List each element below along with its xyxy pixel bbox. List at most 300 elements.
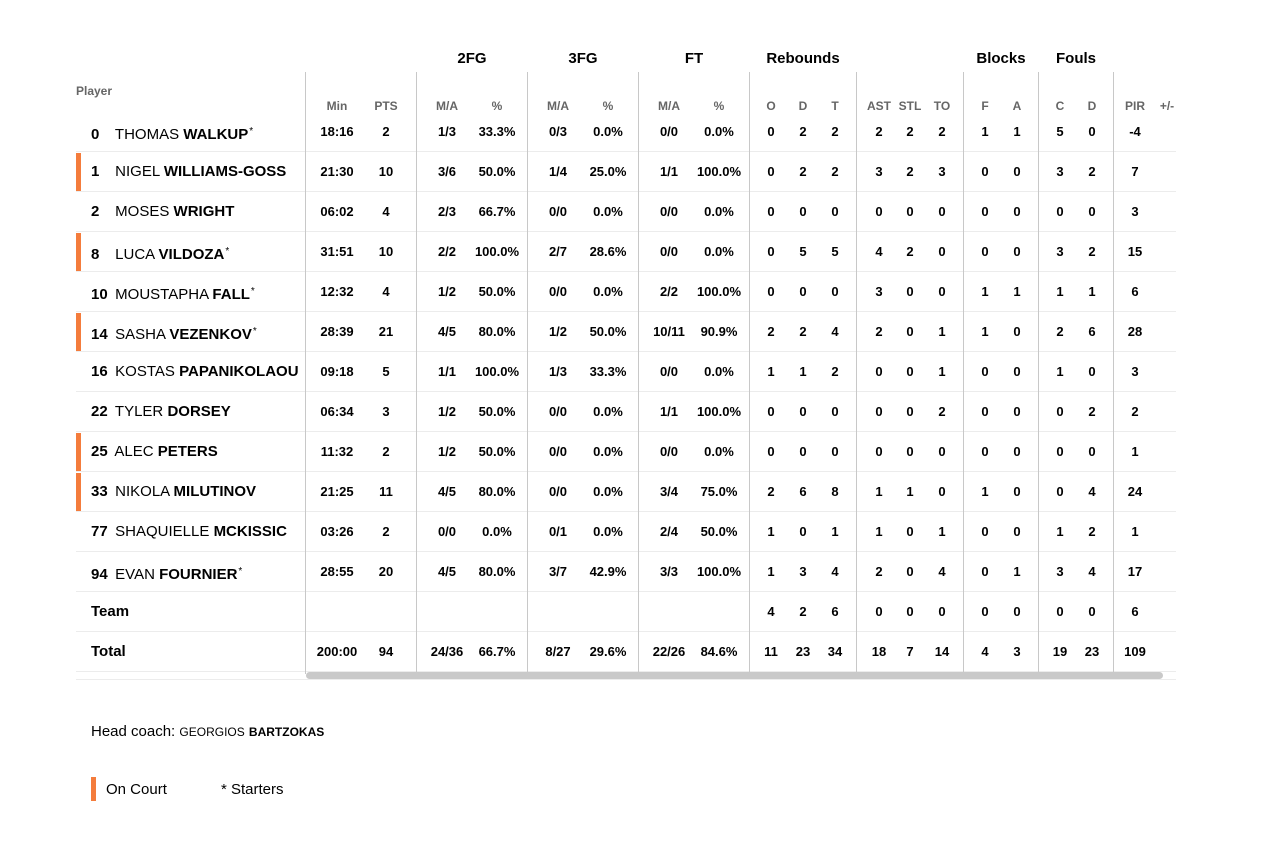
stat-cell: 0 (906, 324, 914, 339)
stat-cell: 0 (906, 444, 914, 459)
stat-cell: 94 (378, 644, 394, 659)
stat-cell: 2 (382, 124, 390, 139)
player-last-name: WALKUP (183, 126, 249, 143)
column-header: M/A (436, 99, 458, 113)
stat-cell: 0 (875, 444, 883, 459)
table-row (76, 352, 1176, 392)
stat-cell: 50.0% (478, 164, 516, 179)
player-last-name: FALL (212, 286, 250, 303)
stat-cell: 5 (799, 244, 807, 259)
stat-cell: 0 (1056, 484, 1064, 499)
stat-cell: 1 (1056, 284, 1064, 299)
stat-cell: 28:55 (320, 564, 354, 579)
stat-cell: 06:02 (320, 204, 354, 219)
stat-cell: 0 (1013, 444, 1021, 459)
stat-cell: 2 (1131, 404, 1139, 419)
stat-cell: 34 (827, 644, 843, 659)
stat-cell: 4 (938, 564, 946, 579)
stat-cell: 0 (938, 204, 946, 219)
stat-cell: 2 (938, 124, 946, 139)
stat-cell: 0 (831, 284, 839, 299)
group-ft: FT (684, 50, 704, 67)
stat-cell: 22/26 (652, 644, 686, 659)
stat-cell: 1/4 (548, 164, 568, 179)
stat-cell: 0 (981, 564, 989, 579)
stat-cell: 0 (906, 524, 914, 539)
player-last-name: FOURNIER (159, 566, 238, 583)
player-number: 0 (91, 126, 100, 143)
starters-legend-label: * Starters (221, 781, 284, 798)
player-last-name: VILDOZA (158, 246, 225, 263)
stat-cell: 100.0% (696, 564, 742, 579)
stat-cell: 24/36 (430, 644, 464, 659)
column-header: A (1012, 99, 1022, 113)
player-number: 10 (91, 286, 108, 303)
player-last-name: MCKISSIC (213, 523, 287, 540)
column-divider (305, 72, 306, 674)
stat-cell: 18:16 (320, 124, 354, 139)
stat-cell: 0 (906, 364, 914, 379)
player-name[interactable] (91, 472, 256, 512)
stat-cell: 11 (764, 644, 778, 659)
stat-cell: 80.0% (478, 324, 516, 339)
stat-cell: 4 (831, 324, 839, 339)
stat-cell: 2/4 (659, 524, 679, 539)
stat-cell: 66.7% (478, 204, 516, 219)
oncourt-indicator (76, 233, 81, 271)
stat-cell: 0.0% (704, 444, 734, 459)
stat-cell: 1 (981, 484, 989, 499)
starter-mark: * (249, 126, 254, 137)
player-name[interactable] (91, 152, 286, 192)
player-column-header: Player (76, 84, 113, 98)
column-divider (1113, 72, 1114, 674)
stat-cell: 0/0 (659, 364, 679, 379)
stat-cell: 1 (767, 364, 775, 379)
stat-cell: 0 (1013, 164, 1021, 179)
player-first-name: SHAQUIELLE (115, 523, 210, 540)
stat-cell: 4 (1088, 564, 1096, 579)
stat-cell: 0 (1013, 244, 1021, 259)
table-bottom-border (76, 679, 1176, 680)
stat-cell: 1 (875, 524, 883, 539)
player-last-name: WRIGHT (173, 203, 235, 220)
stat-cell: 2 (831, 364, 839, 379)
stat-cell: 0 (981, 244, 989, 259)
stat-cell (467, 592, 527, 632)
oncourt-legend-label: On Court (106, 781, 167, 798)
stat-cell: 0 (1088, 204, 1096, 219)
stat-cell: 0 (831, 444, 839, 459)
stat-cell: 09:18 (320, 364, 354, 379)
stat-cell: 8/27 (545, 644, 571, 659)
stat-cell: 3 (875, 284, 883, 299)
player-name[interactable] (91, 392, 231, 432)
stat-cell: 0 (799, 444, 807, 459)
stat-cell: 3/4 (659, 484, 679, 499)
stat-cell: 1/2 (437, 404, 457, 419)
stat-cell: 3 (1013, 644, 1021, 659)
stat-cell: 0 (938, 484, 946, 499)
stat-cell: 14 (934, 644, 950, 659)
stat-cell: 20 (378, 564, 394, 579)
column-divider (527, 72, 528, 674)
stat-cell: 0 (767, 244, 775, 259)
player-name[interactable] (91, 512, 287, 552)
group-3fg: 3FG (568, 50, 598, 67)
player-last-name: MILUTINOV (173, 483, 257, 500)
stat-cell: 0.0% (593, 124, 623, 139)
stat-cell: 0 (938, 284, 946, 299)
stat-cell: 0 (1013, 524, 1021, 539)
group-2fg: 2FG (457, 50, 487, 67)
stat-cell: 109 (1124, 644, 1146, 659)
player-number: 14 (91, 326, 108, 343)
stat-cell: 0/3 (548, 124, 568, 139)
player-first-name: THOMAS (114, 126, 180, 143)
stat-cell: 1 (767, 564, 775, 579)
stat-cell: 0.0% (593, 204, 623, 219)
total-row (76, 632, 1176, 672)
table-row (76, 192, 1176, 232)
stat-cell: 0 (875, 604, 883, 619)
player-last-name: PETERS (157, 443, 218, 460)
stat-cell: 0 (981, 604, 989, 619)
oncourt-indicator (76, 153, 81, 191)
player-first-name: NIGEL (115, 163, 160, 180)
stat-cell (689, 592, 749, 632)
stat-cell: 1 (831, 524, 839, 539)
stat-cell: 2 (1088, 404, 1096, 419)
stat-cell: 1 (799, 364, 807, 379)
stat-cell: 2 (382, 524, 390, 539)
head-coach-last-name: BARTZOKAS (248, 725, 325, 739)
column-header: +/- (1159, 99, 1175, 113)
stat-cell: 50.0% (478, 284, 516, 299)
stat-cell: 0 (799, 204, 807, 219)
column-header: PTS (374, 99, 398, 113)
stat-cell: 2 (799, 164, 807, 179)
stat-cell: 4 (1088, 484, 1096, 499)
table-row (76, 552, 1176, 592)
stat-cell (578, 592, 638, 632)
stat-cell: 4/5 (437, 324, 457, 339)
stat-cell: 0 (981, 444, 989, 459)
stat-cell: 1/3 (437, 124, 457, 139)
stat-cell: 90.9% (700, 324, 738, 339)
column-header-row (76, 74, 1176, 114)
player-number: 22 (91, 403, 108, 420)
table-row (76, 152, 1176, 192)
column-header: O (766, 99, 776, 113)
stat-cell: 0 (906, 284, 914, 299)
stat-cell: 33.3% (478, 124, 516, 139)
total-row-label: Total (91, 643, 126, 660)
stat-cell: 21:25 (320, 484, 354, 499)
stat-cell: 0 (767, 404, 775, 419)
stat-cell: 0.0% (593, 284, 623, 299)
stat-cell: 1 (981, 324, 989, 339)
stat-cell: 0/1 (548, 524, 568, 539)
stat-cell: 0/0 (548, 484, 568, 499)
stat-cell: 0.0% (704, 244, 734, 259)
column-header: C (1055, 99, 1065, 113)
stat-cell: 1 (1131, 524, 1139, 539)
stat-cell: 6 (1131, 284, 1139, 299)
stat-cell: 5 (831, 244, 839, 259)
team-row (76, 592, 1176, 632)
stat-cell: 8 (831, 484, 839, 499)
stat-cell: 1/1 (437, 364, 457, 379)
stat-cell: 0 (938, 244, 946, 259)
stat-cell: 3/3 (659, 564, 679, 579)
player-number: 77 (91, 523, 108, 540)
stat-cell: 7 (906, 644, 914, 659)
stat-cell: 0/0 (659, 204, 679, 219)
stat-cell: 23 (1084, 644, 1100, 659)
stat-cell: 1 (981, 124, 989, 139)
stat-cell: 0 (1013, 364, 1021, 379)
stat-cell: 3 (1056, 564, 1064, 579)
stat-cell: 0 (1056, 604, 1064, 619)
stat-cell: 1 (1088, 284, 1096, 299)
stat-cell: 4 (981, 644, 989, 659)
stat-cell: 1/1 (659, 404, 679, 419)
stat-cell: 0 (981, 524, 989, 539)
stat-cell: 1/3 (548, 364, 568, 379)
column-header: D (798, 99, 808, 113)
stat-cell: 200:00 (316, 644, 358, 659)
table-row (76, 232, 1176, 272)
column-header: Min (326, 99, 348, 113)
player-last-name: PAPANIKOLAOU (179, 363, 299, 380)
stat-cell (356, 592, 416, 632)
stat-cell: 2 (906, 124, 914, 139)
player-name[interactable] (91, 192, 234, 232)
stat-cell: 0/0 (548, 284, 568, 299)
stat-cell: 0 (1088, 444, 1096, 459)
stat-cell: 3 (875, 164, 883, 179)
stat-cell: 2 (767, 324, 775, 339)
player-number: 25 (91, 443, 108, 460)
stat-cell: 0 (831, 204, 839, 219)
stat-cell: 1 (875, 484, 883, 499)
table-row (76, 512, 1176, 552)
oncourt-indicator (76, 313, 81, 351)
stat-cell: 1/1 (659, 164, 679, 179)
player-first-name: MOSES (115, 203, 170, 220)
stat-cell: 0 (906, 604, 914, 619)
player-name[interactable] (91, 232, 229, 272)
stat-cell: 0 (767, 124, 775, 139)
column-divider (638, 72, 639, 674)
stat-cell: 3/6 (437, 164, 457, 179)
stat-cell: 2/2 (659, 284, 679, 299)
stat-cell: 1 (767, 524, 775, 539)
player-first-name: ALEC (114, 443, 154, 460)
table-row (76, 432, 1176, 472)
stat-cell: 19 (1052, 644, 1068, 659)
stat-cell: 1 (938, 364, 946, 379)
stat-cell: 0 (1013, 404, 1021, 419)
stat-cell: 0 (767, 164, 775, 179)
stat-cell: 0 (981, 204, 989, 219)
stat-cell: 80.0% (478, 564, 516, 579)
stat-cell: 1 (1013, 124, 1021, 139)
stat-cell: 3 (1056, 164, 1064, 179)
stat-cell: 24 (1127, 484, 1143, 499)
player-first-name: NIKOLA (115, 483, 170, 500)
stat-cell: 100.0% (474, 244, 520, 259)
stat-cell: 100.0% (474, 364, 520, 379)
starter-mark: * (238, 566, 243, 577)
column-header: % (491, 99, 503, 113)
stat-cell: 4/5 (437, 484, 457, 499)
stat-cell: 0 (1088, 124, 1096, 139)
stat-cell: 0/0 (548, 204, 568, 219)
group-header-row (76, 40, 1176, 74)
player-first-name: SASHA (115, 326, 166, 343)
stat-cell: 0/0 (548, 444, 568, 459)
stat-cell: 2 (799, 324, 807, 339)
table-row (76, 472, 1176, 512)
stat-cell: 0 (1013, 604, 1021, 619)
column-header: % (713, 99, 725, 113)
stat-cell: 5 (1056, 124, 1064, 139)
stat-cell: 2 (938, 404, 946, 419)
stat-cell: 0.0% (704, 204, 734, 219)
oncourt-indicator (76, 473, 81, 511)
stat-cell: 50.0% (700, 524, 738, 539)
stat-cell: 0 (906, 564, 914, 579)
oncourt-indicator (76, 433, 81, 471)
player-number: 2 (91, 203, 100, 220)
oncourt-legend-swatch (91, 777, 96, 801)
stat-cell: 0 (831, 404, 839, 419)
player-name[interactable] (91, 432, 218, 472)
stat-cell: 1/2 (548, 324, 568, 339)
player-name[interactable] (91, 312, 257, 352)
stat-cell: 10 (378, 164, 394, 179)
table-row (76, 312, 1176, 352)
column-divider (1038, 72, 1039, 674)
stat-cell: 31:51 (320, 244, 354, 259)
player-last-name: WILLIAMS-GOSS (163, 163, 287, 180)
stat-cell: 2 (875, 564, 883, 579)
player-first-name: TYLER (114, 403, 164, 420)
stat-cell: 0 (906, 204, 914, 219)
stat-cell: 3 (799, 564, 807, 579)
stat-cell: 3/7 (548, 564, 568, 579)
stat-cell: 2 (767, 484, 775, 499)
player-number: 8 (91, 246, 100, 263)
stat-cell: 21 (378, 324, 394, 339)
stat-cell: 5 (382, 364, 390, 379)
player-name[interactable] (91, 272, 255, 312)
stat-cell: 1 (1131, 444, 1139, 459)
stat-cell: 1 (981, 284, 989, 299)
starter-mark: * (252, 326, 257, 337)
stat-cell: 0 (938, 444, 946, 459)
stat-cell: 3 (382, 404, 390, 419)
stat-cell: 29.6% (589, 644, 627, 659)
stat-cell: 4 (382, 284, 390, 299)
player-name[interactable] (91, 112, 253, 152)
horizontal-scrollbar[interactable] (306, 672, 1163, 679)
column-header: TO (933, 99, 951, 113)
stat-cell: 0.0% (593, 404, 623, 419)
stat-cell: -4 (1129, 124, 1141, 139)
stat-cell: 0 (1056, 404, 1064, 419)
table-row (76, 112, 1176, 152)
stat-cell: 66.7% (478, 644, 516, 659)
stat-cell: 2 (906, 164, 914, 179)
stat-cell: 11:32 (320, 444, 354, 459)
stat-cell: 10/11 (653, 324, 685, 339)
stat-cell: 28.6% (589, 244, 627, 259)
stat-cell: 0 (875, 364, 883, 379)
stat-cell: 2 (875, 124, 883, 139)
stat-cell: 6 (799, 484, 807, 499)
stat-cell: 1 (938, 524, 946, 539)
stat-cell: 4/5 (437, 564, 457, 579)
stat-cell: 2/7 (548, 244, 568, 259)
head-coach-first-name: GEORGIOS (179, 725, 245, 739)
stat-cell: 25.0% (589, 164, 627, 179)
stat-cell: 2 (831, 124, 839, 139)
stat-cell: 0 (1056, 204, 1064, 219)
stat-cell: 0.0% (482, 524, 512, 539)
column-header: F (981, 99, 989, 113)
player-name[interactable] (91, 352, 299, 392)
player-number: 1 (91, 163, 100, 180)
stat-cell: 1 (1056, 524, 1064, 539)
stat-cell: 2 (875, 324, 883, 339)
stat-cell: 0 (799, 284, 807, 299)
stat-cell: 0 (1013, 324, 1021, 339)
column-header: % (602, 99, 614, 113)
stat-cell: 0 (767, 284, 775, 299)
stat-cell: 0 (1056, 444, 1064, 459)
stat-cell: 0 (981, 404, 989, 419)
column-header: D (1087, 99, 1097, 113)
stat-cell: 6 (1088, 324, 1096, 339)
stat-cell: 18 (871, 644, 887, 659)
stat-cell: 2 (1056, 324, 1064, 339)
column-divider (749, 72, 750, 674)
stat-cell: 0.0% (593, 524, 623, 539)
column-header: T (831, 99, 839, 113)
stat-cell: 1 (1013, 284, 1021, 299)
player-name[interactable] (91, 552, 242, 592)
stat-cell: 0 (1088, 604, 1096, 619)
stat-cell: 1 (1013, 564, 1021, 579)
stat-cell: 33.3% (589, 364, 627, 379)
group-blocks: Blocks (976, 50, 1026, 67)
head-coach (91, 723, 324, 740)
stat-cell: 100.0% (696, 164, 742, 179)
stat-cell: 2/2 (437, 244, 457, 259)
stat-cell: 42.9% (589, 564, 627, 579)
stat-cell: 80.0% (478, 484, 516, 499)
stat-cell: 1/2 (437, 284, 457, 299)
stat-cell: 10 (378, 244, 394, 259)
stat-cell: 6 (1131, 604, 1139, 619)
stat-cell: 1 (1056, 364, 1064, 379)
player-number: 33 (91, 483, 108, 500)
stat-cell: 2 (1088, 524, 1096, 539)
stat-cell: 3 (1131, 204, 1139, 219)
